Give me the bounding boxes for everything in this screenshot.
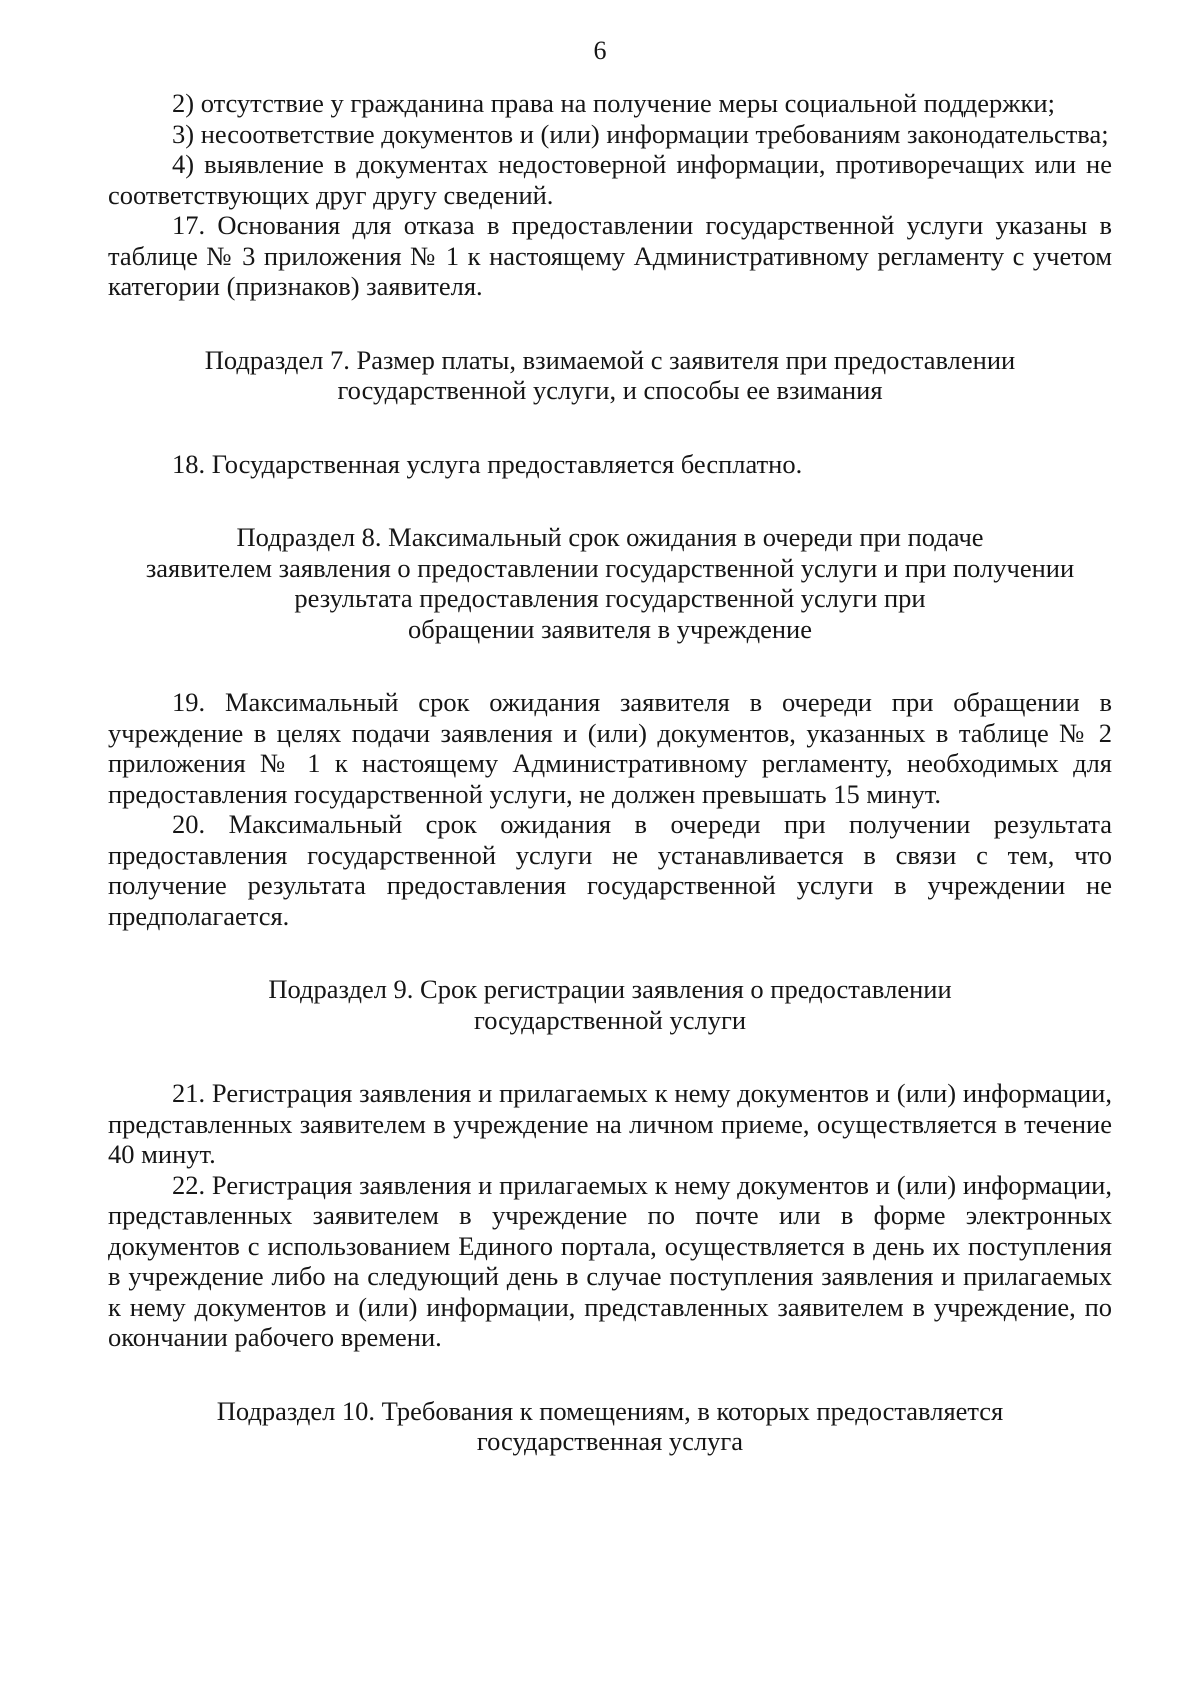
paragraph-21: 21. Регистрация заявления и прилагаемых к нему документов и (или) информации, представленных заявителем в учреждение на личном приеме, осуществляется в течение 40 минут.: [108, 1078, 1112, 1169]
paragraph-17: 17. Основания для отказа в предоставлении государственной услуги указаны в таблице № 3 приложения № 1 к настоящему Административному регламенту с учетом категории (признаков) заявителя.: [108, 210, 1112, 301]
paragraph-19: 19. Максимальный срок ожидания заявителя в очереди при обращении в учреждение в целях подачи заявления и (или) документов, указанных в таблице № 2 приложения № 1 к настоящему Административному регламенту, необходимых для предоставления государственной услуги, не должен превышать 15 минут.: [108, 687, 1112, 809]
subsection-9-heading: Подраздел 9. Срок регистрации заявления о предоставлении государственной услуги: [268, 974, 952, 1035]
subsection-8-heading: Подраздел 8. Максимальный срок ожидания в очереди при подаче заявителем заявления о предоставлении государственной услуги и при получении результата предоставления государственной услуги при обращении заявителя в учреждение: [145, 522, 1075, 644]
item-3: 3) несоответствие документов и (или) информации требованиям законодательства;: [172, 118, 1109, 149]
paragraph-18: 18. Государственная услуга предоставляется бесплатно.: [172, 448, 803, 479]
document-body: [108, 88, 1112, 1457]
subsection-7-heading: Подраздел 7. Размер платы, взимаемой с заявителя при предоставлении государственной услуги, и способы ее взимания: [204, 344, 1016, 405]
paragraph-20: 20. Максимальный срок ожидания в очереди при получении результата предоставления государственной услуги не устанавливается в связи с тем, что получение результата предоставления государственной услуги в учреждении не предполагается.: [108, 809, 1112, 931]
page-number: 6: [593, 36, 607, 65]
paragraph-22: 22. Регистрация заявления и прилагаемых к нему документов и (или) информации, представленных заявителем в учреждение по почте или в форме электронных документов с использованием Единого портала, осуществляется в день их поступления в учреждение либо на следующий день в случае поступления заявления и прилагаемых к нему документов и (или) информации, представленных заявителем в учреждение, по окончании рабочего времени.: [108, 1169, 1112, 1352]
item-2: 2) отсутствие у гражданина права на получение меры социальной поддержки;: [172, 88, 1055, 118]
subsection-10-heading: Подраздел 10. Требования к помещениям, в которых предоставляется государственная услуга: [216, 1395, 1004, 1456]
item-4: 4) выявление в документах недостоверной информации, противоречащих или не соответствующих друг другу сведений.: [108, 149, 1112, 210]
